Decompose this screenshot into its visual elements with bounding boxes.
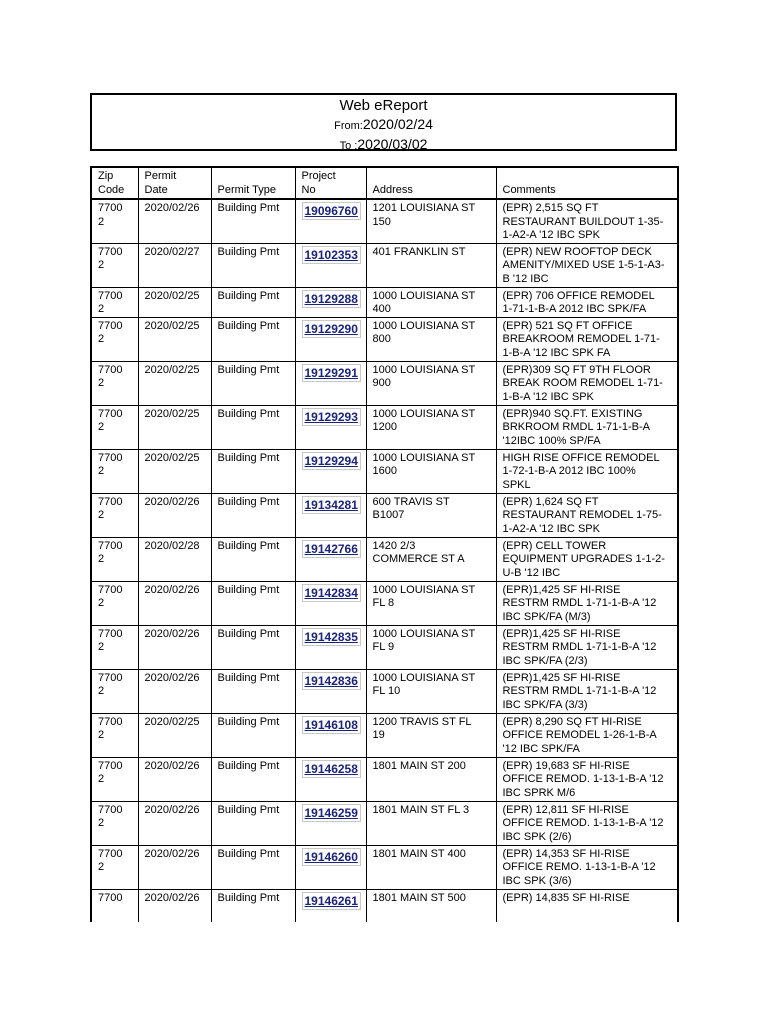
permit-date-text: 2020/02/25 <box>144 319 200 332</box>
project-no-cell <box>295 845 366 889</box>
address-cell <box>366 449 496 493</box>
comments-text: (EPR) 14,835 SF HI-RISE <box>502 891 630 904</box>
address-text: 1000 LOUISIANA ST 1600 <box>372 451 476 477</box>
permit-date-text: 2020/02/26 <box>144 759 200 772</box>
project-no-cell <box>295 581 366 625</box>
address-cell <box>366 713 496 757</box>
comments-text: (EPR)1,425 SF HI-RISE RESTRM RMDL 1-71-1-B-A '12 IBC SPK/FA (2/3) <box>502 627 657 667</box>
table-row <box>92 625 677 669</box>
table-body <box>92 199 677 922</box>
project-number-link[interactable]: 19129290 <box>302 320 361 338</box>
zip-text: 7700 <box>98 891 123 904</box>
report-title: Web eReport <box>339 97 428 114</box>
address-text: 600 TRAVIS ST B1007 <box>372 495 450 521</box>
zip-cell <box>92 757 138 801</box>
column-header-address: Address <box>366 168 496 199</box>
permit-type-cell <box>211 581 295 625</box>
comments-cell <box>496 361 677 405</box>
comments-cell <box>496 757 677 801</box>
permit-date-text: 2020/02/28 <box>144 539 200 552</box>
permit-type-text: Building Pmt <box>217 671 280 684</box>
permit-type-cell <box>211 757 295 801</box>
project-number-link[interactable]: 19146259 <box>302 804 361 822</box>
permit-date-cell <box>138 243 211 287</box>
column-header-project-no: Project No <box>295 168 366 199</box>
permit-date-text: 2020/02/25 <box>144 407 200 420</box>
zip-text: 7700 2 <box>98 627 123 653</box>
project-number-link[interactable]: 19129293 <box>302 408 361 426</box>
comments-text: (EPR) 19,683 SF HI-RISE OFFICE REMOD. 1-13-1-B-A '12 IBC SPRK M/6 <box>502 759 664 799</box>
zip-text: 7700 2 <box>98 847 123 873</box>
table-row <box>92 537 677 581</box>
project-number-link[interactable]: 19129288 <box>302 290 361 308</box>
permit-date-text: 2020/02/26 <box>144 495 200 508</box>
table-row <box>92 845 677 889</box>
zip-cell <box>92 889 138 922</box>
address-text: 1000 LOUISIANA ST FL 8 <box>372 583 476 609</box>
permit-type-text: Building Pmt <box>217 715 280 728</box>
table-row <box>92 199 677 243</box>
project-no-cell <box>295 317 366 361</box>
comments-cell <box>496 669 677 713</box>
project-no-cell <box>295 801 366 845</box>
permit-date-cell <box>138 493 211 537</box>
permit-date-cell <box>138 713 211 757</box>
permit-type-cell <box>211 713 295 757</box>
address-cell <box>366 537 496 581</box>
address-text: 1801 MAIN ST 500 <box>372 891 466 904</box>
permit-type-text: Building Pmt <box>217 407 280 420</box>
permit-date-text: 2020/02/26 <box>144 891 200 904</box>
comments-cell <box>496 493 677 537</box>
comments-cell <box>496 405 677 449</box>
zip-cell <box>92 669 138 713</box>
project-number-link[interactable]: 19142836 <box>302 672 361 690</box>
address-text: 401 FRANKLIN ST <box>372 245 466 258</box>
permit-type-text: Building Pmt <box>217 847 280 860</box>
zip-cell <box>92 801 138 845</box>
zip-cell <box>92 713 138 757</box>
table-row <box>92 287 677 317</box>
permit-table <box>92 168 677 922</box>
zip-text: 7700 2 <box>98 539 123 565</box>
permit-type-cell <box>211 889 295 922</box>
zip-cell <box>92 405 138 449</box>
permit-date-cell <box>138 669 211 713</box>
comments-text: (EPR)309 SQ FT 9TH FLOOR BREAK ROOM REMODEL 1-71- 1-B-A '12 IBC SPK <box>502 363 663 403</box>
address-text: 1000 LOUISIANA ST FL 10 <box>372 671 476 697</box>
permit-type-text: Building Pmt <box>217 289 280 302</box>
to-date-line <box>92 135 675 155</box>
project-no-cell <box>295 537 366 581</box>
permit-date-text: 2020/02/27 <box>144 245 200 258</box>
from-date: 2020/02/24 <box>362 116 433 132</box>
permit-date-text: 2020/02/26 <box>144 627 200 640</box>
address-cell <box>366 581 496 625</box>
permit-date-cell <box>138 581 211 625</box>
zip-cell <box>92 317 138 361</box>
address-text: 1420 2/3 COMMERCE ST A <box>372 539 465 565</box>
project-no-cell <box>295 405 366 449</box>
address-text: 1000 LOUISIANA ST 1200 <box>372 407 476 433</box>
zip-cell <box>92 581 138 625</box>
permit-type-cell <box>211 199 295 243</box>
comments-cell <box>496 845 677 889</box>
zip-text: 7700 2 <box>98 759 123 785</box>
comments-text: (EPR) CELL TOWER EQUIPMENT UPGRADES 1-1-2- U-B '12 IBC <box>502 539 665 579</box>
project-number-link[interactable]: 19146258 <box>302 760 361 778</box>
zip-text: 7700 2 <box>98 245 123 271</box>
project-no-cell <box>295 669 366 713</box>
permit-type-cell <box>211 845 295 889</box>
permit-type-text: Building Pmt <box>217 583 280 596</box>
permit-date-text: 2020/02/25 <box>144 289 200 302</box>
comments-text: (EPR) 8,290 SQ FT HI-RISE OFFICE REMODEL 1-26-1-B-A '12 IBC SPK/FA <box>502 715 657 755</box>
permit-type-text: Building Pmt <box>217 319 280 332</box>
table-row <box>92 317 677 361</box>
zip-cell <box>92 243 138 287</box>
column-header-permit-type: Permit Type <box>211 168 295 199</box>
comments-text: (EPR) 12,811 SF HI-RISE OFFICE REMOD. 1-13-1-B-A '12 IBC SPK (2/6) <box>502 803 664 843</box>
table-header-row <box>92 168 677 199</box>
table-row <box>92 581 677 625</box>
comments-text: (EPR) 2,515 SQ FT RESTAURANT BUILDOUT 1-35- 1-A2-A '12 IBC SPK <box>502 202 664 241</box>
from-label: From: <box>334 120 363 132</box>
permit-type-text: Building Pmt <box>217 495 280 508</box>
permit-type-cell <box>211 537 295 581</box>
permit-date-cell <box>138 449 211 493</box>
project-number-link[interactable]: 19142766 <box>302 540 361 558</box>
permit-type-text: Building Pmt <box>217 759 280 772</box>
column-header-comments: Comments <box>496 168 677 199</box>
permit-type-text: Building Pmt <box>217 363 280 376</box>
project-no-cell <box>295 361 366 405</box>
table-row <box>92 493 677 537</box>
comments-cell <box>496 713 677 757</box>
project-no-cell <box>295 199 366 243</box>
comments-text: (EPR)1,425 SF HI-RISE RESTRM RMDL 1-71-1-B-A '12 IBC SPK/FA (3/3) <box>502 671 657 711</box>
permit-date-cell <box>138 361 211 405</box>
table-row <box>92 801 677 845</box>
comments-cell <box>496 801 677 845</box>
address-text: 1000 LOUISIANA ST FL 9 <box>372 627 476 653</box>
to-date: 2020/03/02 <box>357 136 428 152</box>
permit-date-cell <box>138 537 211 581</box>
permit-type-cell <box>211 405 295 449</box>
address-cell <box>366 845 496 889</box>
project-number-link[interactable]: 19096760 <box>302 202 361 220</box>
project-number-link[interactable]: 19102353 <box>302 246 361 264</box>
permit-type-cell <box>211 361 295 405</box>
zip-text: 7700 2 <box>98 583 123 609</box>
permit-date-cell <box>138 287 211 317</box>
address-cell <box>366 287 496 317</box>
project-number-link[interactable]: 19142835 <box>302 628 361 646</box>
report-header <box>90 93 677 151</box>
table-row <box>92 449 677 493</box>
address-cell <box>366 243 496 287</box>
permit-type-text: Building Pmt <box>217 539 280 552</box>
permit-table-container <box>90 166 679 922</box>
comments-cell <box>496 243 677 287</box>
permit-date-text: 2020/02/25 <box>144 363 200 376</box>
permit-type-cell <box>211 493 295 537</box>
project-no-cell <box>295 449 366 493</box>
project-no-cell <box>295 713 366 757</box>
project-number-link[interactable]: 19134281 <box>302 496 361 514</box>
comments-cell <box>496 537 677 581</box>
permit-type-text: Building Pmt <box>217 202 280 214</box>
comments-text: (EPR) NEW ROOFTOP DECK AMENITY/MIXED USE 1-5-1-A3- B '12 IBC <box>502 245 665 285</box>
permit-date-cell <box>138 405 211 449</box>
address-text: 1801 MAIN ST 400 <box>372 847 466 860</box>
permit-date-text: 2020/02/26 <box>144 202 200 214</box>
to-label: To : <box>339 140 358 152</box>
table-row <box>92 757 677 801</box>
address-text: 1000 LOUISIANA ST 800 <box>372 319 476 345</box>
comments-text: (EPR) 14,353 SF HI-RISE OFFICE REMO. 1-13-1-B-A '12 IBC SPK (3/6) <box>502 847 656 887</box>
project-number-link[interactable]: 19146261 <box>302 892 361 910</box>
permit-date-text: 2020/02/26 <box>144 847 200 860</box>
project-no-cell <box>295 243 366 287</box>
comments-cell <box>496 625 677 669</box>
permit-type-cell <box>211 801 295 845</box>
permit-date-cell <box>138 889 211 922</box>
comments-cell <box>496 317 677 361</box>
permit-date-cell <box>138 317 211 361</box>
table-row <box>92 889 677 922</box>
permit-type-cell <box>211 449 295 493</box>
comments-cell <box>496 581 677 625</box>
address-text: 1801 MAIN ST 200 <box>372 759 466 772</box>
address-cell <box>366 199 496 243</box>
zip-cell <box>92 625 138 669</box>
zip-cell <box>92 199 138 243</box>
address-cell <box>366 493 496 537</box>
zip-cell <box>92 287 138 317</box>
comments-cell <box>496 449 677 493</box>
zip-text: 7700 2 <box>98 451 123 477</box>
address-cell <box>366 625 496 669</box>
project-no-cell <box>295 287 366 317</box>
permit-date-cell <box>138 199 211 243</box>
zip-cell <box>92 361 138 405</box>
address-cell <box>366 757 496 801</box>
comments-text: (EPR)940 SQ.FT. EXISTING BRKROOM RMDL 1-71-1-B-A '12IBC 100% SP/FA <box>502 407 651 447</box>
permit-date-text: 2020/02/26 <box>144 671 200 684</box>
address-text: 1201 LOUISIANA ST 150 <box>372 202 476 228</box>
comments-cell <box>496 287 677 317</box>
address-cell <box>366 801 496 845</box>
table-row <box>92 361 677 405</box>
address-cell <box>366 361 496 405</box>
zip-cell <box>92 537 138 581</box>
comments-text: (EPR) 521 SQ FT OFFICE BREAKROOM REMODEL 1-71- 1-B-A '12 IBC SPK FA <box>502 319 660 359</box>
project-number-link[interactable]: 19129294 <box>302 452 361 470</box>
zip-text: 7700 2 <box>98 671 123 697</box>
zip-text: 7700 2 <box>98 289 123 315</box>
permit-date-text: 2020/02/25 <box>144 715 200 728</box>
permit-date-cell <box>138 801 211 845</box>
table-row <box>92 713 677 757</box>
zip-text: 7700 2 <box>98 363 123 389</box>
permit-date-text: 2020/02/26 <box>144 803 200 816</box>
permit-type-cell <box>211 669 295 713</box>
project-no-cell <box>295 757 366 801</box>
address-text: 1801 MAIN ST FL 3 <box>372 803 470 816</box>
zip-text: 7700 2 <box>98 803 123 829</box>
table-row <box>92 243 677 287</box>
permit-type-text: Building Pmt <box>217 245 280 258</box>
permit-type-text: Building Pmt <box>217 451 280 464</box>
comments-cell <box>496 889 677 922</box>
permit-type-cell <box>211 625 295 669</box>
permit-type-text: Building Pmt <box>217 627 280 640</box>
permit-date-cell <box>138 845 211 889</box>
project-number-link[interactable]: 19146108 <box>302 716 361 734</box>
address-cell <box>366 889 496 922</box>
zip-text: 7700 2 <box>98 715 123 741</box>
project-no-cell <box>295 493 366 537</box>
permit-type-cell <box>211 243 295 287</box>
address-text: 1000 LOUISIANA ST 900 <box>372 363 476 389</box>
address-cell <box>366 669 496 713</box>
permit-date-text: 2020/02/25 <box>144 451 200 464</box>
zip-text: 7700 2 <box>98 319 123 345</box>
table-row <box>92 669 677 713</box>
zip-cell <box>92 493 138 537</box>
permit-date-cell <box>138 625 211 669</box>
permit-type-cell <box>211 287 295 317</box>
comments-text: (EPR) 706 OFFICE REMODEL 1-71-1-B-A 2012 IBC SPK/FA <box>502 289 655 315</box>
project-number-link[interactable]: 19142834 <box>302 584 361 602</box>
zip-cell <box>92 449 138 493</box>
comments-text: HIGH RISE OFFICE REMODEL 1-72-1-B-A 2012 IBC 100% SPKL <box>502 451 660 491</box>
permit-date-cell <box>138 757 211 801</box>
permit-type-cell <box>211 317 295 361</box>
zip-cell <box>92 845 138 889</box>
address-cell <box>366 317 496 361</box>
project-number-link[interactable]: 19129291 <box>302 364 361 382</box>
comments-cell <box>496 199 677 243</box>
address-cell <box>366 405 496 449</box>
project-no-cell <box>295 889 366 922</box>
column-header-zip: Zip Code <box>92 168 138 199</box>
project-no-cell <box>295 625 366 669</box>
zip-text: 7700 2 <box>98 495 123 521</box>
permit-type-text: Building Pmt <box>217 803 280 816</box>
zip-text: 7700 2 <box>98 202 123 228</box>
project-number-link[interactable]: 19146260 <box>302 848 361 866</box>
zip-text: 7700 2 <box>98 407 123 433</box>
comments-text: (EPR) 1,624 SQ FT RESTAURANT REMODEL 1-75- 1-A2-A '12 IBC SPK <box>502 495 662 535</box>
from-date-line <box>92 115 675 135</box>
comments-text: (EPR)1,425 SF HI-RISE RESTRM RMDL 1-71-1-B-A '12 IBC SPK/FA (M/3) <box>502 583 657 623</box>
column-header-permit-date: Permit Date <box>138 168 211 199</box>
permit-type-text: Building Pmt <box>217 891 280 904</box>
table-row <box>92 405 677 449</box>
address-text: 1200 TRAVIS ST FL 19 <box>372 715 472 741</box>
permit-date-text: 2020/02/26 <box>144 583 200 596</box>
address-text: 1000 LOUISIANA ST 400 <box>372 289 476 315</box>
